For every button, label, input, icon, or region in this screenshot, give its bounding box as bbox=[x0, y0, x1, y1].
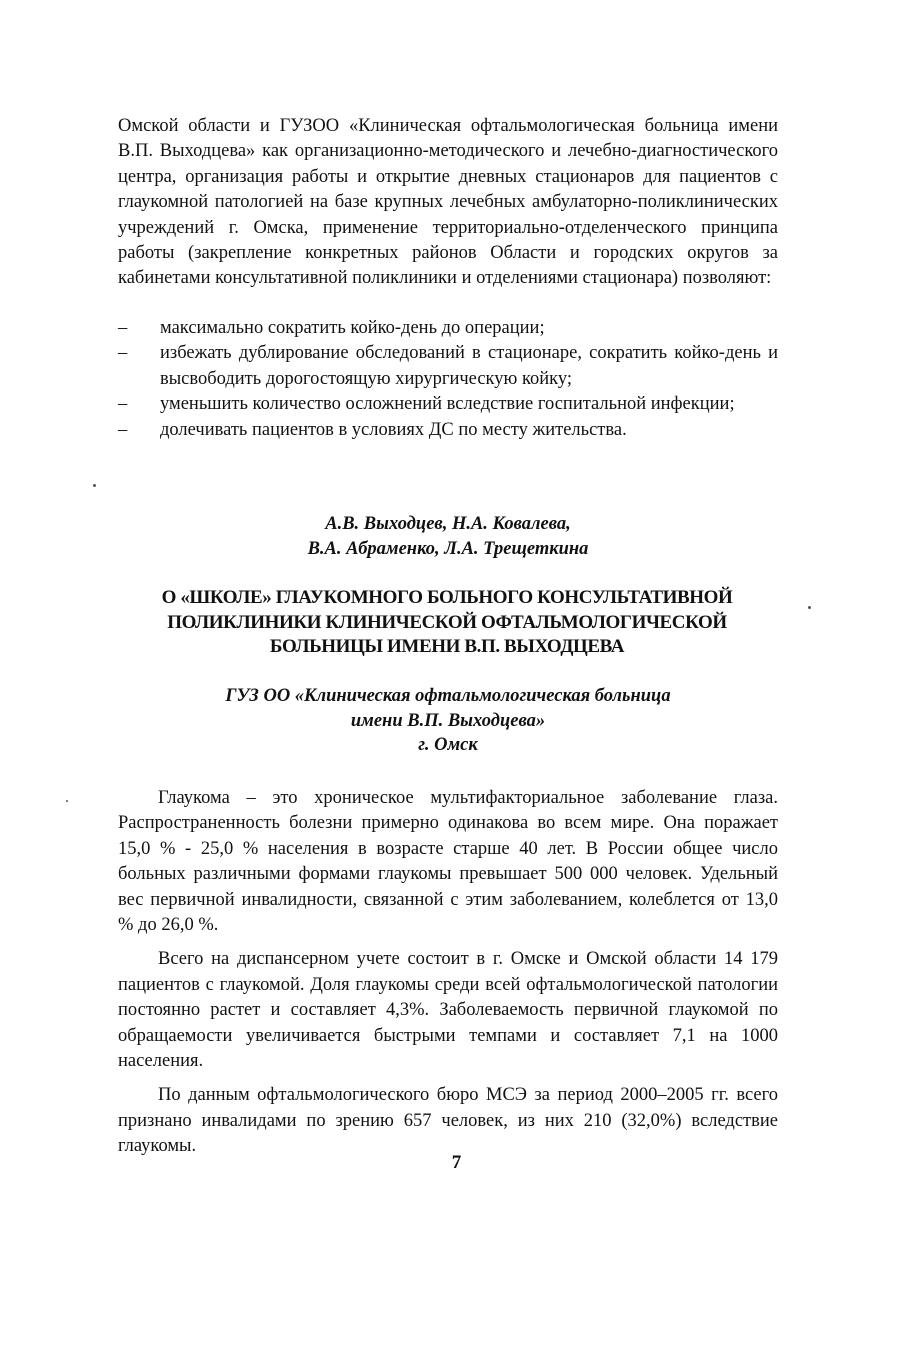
list-item bbox=[118, 418, 778, 443]
bullet-list bbox=[118, 316, 778, 443]
title-line: О «ШКОЛЕ» ГЛАУКОМНОГО БОЛЬНОГО КОНСУЛЬТАТИВНОЙ bbox=[161, 587, 733, 608]
dash-marker: – bbox=[118, 318, 128, 338]
authors-line: В.А. Абраменко, Л.А. Трещеткина bbox=[307, 539, 589, 559]
authors-line: А.В. Выходцев, Н.А. Ковалева, bbox=[325, 514, 571, 534]
scan-speck bbox=[93, 484, 96, 487]
list-item-text: долечивать пациентов в условиях ДС по месту жительства. bbox=[160, 419, 627, 440]
affiliation-city: г. Омск bbox=[418, 735, 478, 755]
list-item bbox=[118, 341, 778, 392]
body-paragraph: Глаукома – это хроническое мультифакториальное заболевание глаза. Распространенность болезни примерно одинакова во всем мире. Она поражает 15,0 % - 25,0 % населения в возрасте старше 40 лет. В России общее число больных различными формами глаукомы превышает 500 000 человек. Удельный вес первичной инвалидности, связанной с этим заболеванием, колеблется от 13,0 % до 26,0 %. bbox=[118, 788, 778, 936]
list-item bbox=[118, 316, 778, 341]
article-authors bbox=[118, 512, 778, 562]
body-paragraph: По данным офтальмологического бюро МСЭ за период 2000–2005 гг. всего признано инвалидами по зрению 657 человек, из них 210 (32,0%) вследствие глаукомы. bbox=[118, 1085, 778, 1157]
dash-marker: – bbox=[118, 394, 128, 415]
list-item-text: максимально сократить койко-день до операции; bbox=[160, 318, 545, 338]
page-number: 7 bbox=[451, 1152, 462, 1173]
dash-marker: – bbox=[118, 343, 128, 364]
scan-speck bbox=[808, 606, 811, 609]
title-line: БОЛЬНИЦЫ ИМЕНИ В.П. ВЫХОДЦЕВА bbox=[269, 636, 625, 657]
article-affiliation bbox=[118, 684, 778, 758]
body-paragraph: Всего на диспансерном учете состоит в г. Омске и Омской области 14 179 пациентов с глаукомой. Доля глаукомы среди всей офтальмологической патологии постоянно растет и составляет 4,3%. Заболеваемость первичной глаукомой по обращаемости увеличивается быстрыми темпами и составляет 7,1 на 1000 населения. bbox=[118, 949, 778, 1072]
scan-speck bbox=[66, 800, 68, 802]
list-item bbox=[118, 392, 778, 417]
intro-paragraph: Омской области и ГУЗОО «Клиническая офтальмологическая больница имени В.П. Выходцева» как организационно-методического и лечебно-диагностического центра, организация работы и открытие дневных стационаров для пациентов с глаукомной патологией на базе крупных лечебных амбулаторно-поликлинических учреждений г. Омска, применение территориально-отделенческого принципа работы (закрепление конкретных районов Области и городских округов за кабинетами консультативной поликлиники и отделениями стационара) позволяют: bbox=[118, 116, 778, 289]
list-item-text: избежать дублирование обследований в стационаре, сократить койко-день и высвободить дорогостоящую хирургическую койку; bbox=[160, 343, 778, 389]
article-body bbox=[118, 786, 778, 1169]
list-item-text: уменьшить количество осложнений вследствие госпитальной инфекции; bbox=[160, 394, 735, 415]
title-line: ПОЛИКЛИНИКИ КЛИНИЧЕСКОЙ ОФТАЛЬМОЛОГИЧЕСКОЙ bbox=[167, 611, 727, 633]
article-title bbox=[112, 586, 782, 660]
affiliation-line: ГУЗ ОО «Клиническая офтальмологическая больница bbox=[225, 686, 671, 706]
affiliation-line: имени В.П. Выходцева» bbox=[350, 710, 546, 731]
dash-marker: – bbox=[118, 419, 128, 440]
